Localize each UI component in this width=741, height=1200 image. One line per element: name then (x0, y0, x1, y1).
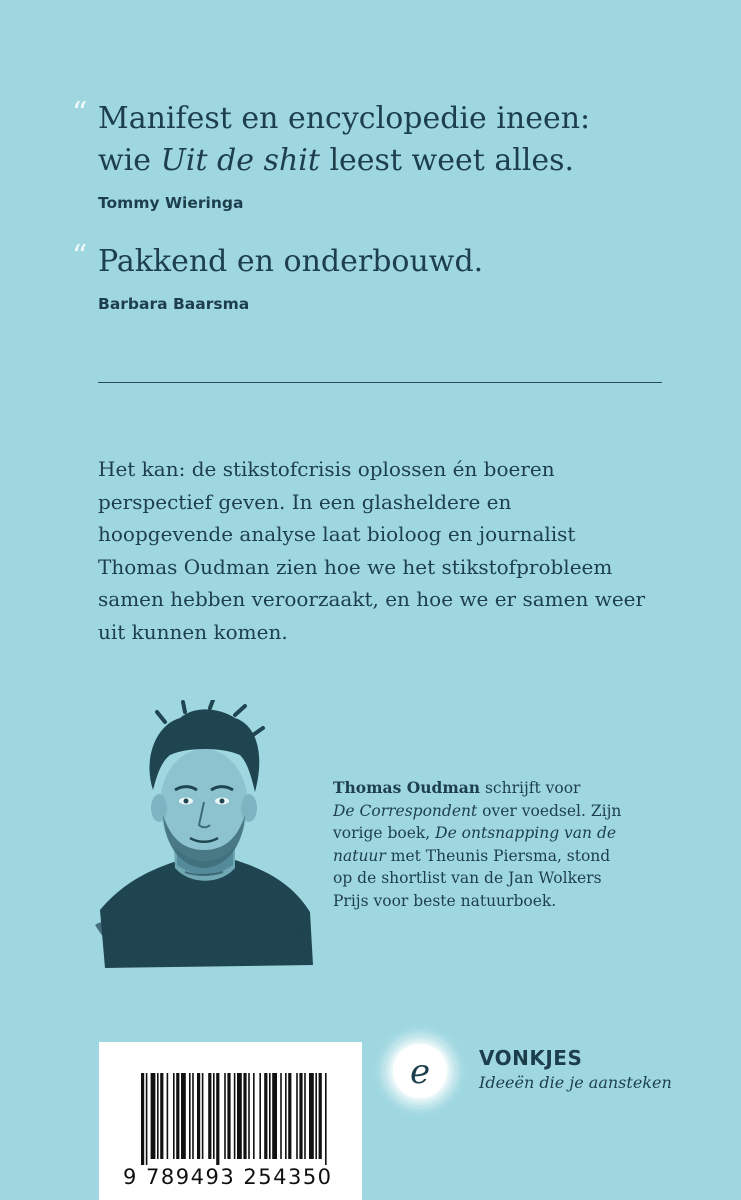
barcode-bar (157, 1073, 159, 1159)
bio-text: over voedsel. Zijn (477, 801, 622, 820)
blurb-line: samen hebben veroorzaakt, en hoe we er samen weer (98, 587, 646, 611)
author-name: Thomas Oudman (333, 778, 481, 797)
barcode-bar (197, 1073, 200, 1159)
bio-text: vorige boek, (333, 824, 436, 842)
barcode-bar (146, 1073, 148, 1165)
author-portrait (95, 700, 315, 970)
barcode-bar (325, 1073, 327, 1165)
barcode-bar (280, 1073, 282, 1159)
barcode-bar (181, 1073, 186, 1159)
barcode-bar (141, 1073, 144, 1165)
quote-2-text: Pakkend en onderbouwd. (98, 244, 484, 279)
bio-line: op de shortlist van de Jan Wolkers (333, 869, 602, 887)
book-blurb (98, 453, 678, 648)
publisher-name: VONKJES (479, 1046, 583, 1070)
bio-line (333, 800, 663, 823)
bio-book-title: natuur (333, 846, 386, 865)
quote-1-author: Tommy Wieringa (98, 194, 244, 212)
bio-line (333, 845, 663, 868)
barcode-bar (309, 1073, 314, 1159)
barcode-bar (216, 1073, 219, 1165)
bio-line (333, 822, 663, 845)
bio-text: met Theunis Piersma, stond (385, 846, 611, 865)
quote-1-line-2-start: wie (98, 143, 161, 178)
barcode-bar (285, 1073, 287, 1159)
quote-2 (72, 239, 484, 313)
barcode-bar (202, 1073, 204, 1159)
bio-text: schrijft voor (480, 779, 581, 797)
barcode-bar (237, 1073, 242, 1159)
blurb-line: perspectief geven. In een glasheldere en (98, 489, 512, 514)
quote-1-line-2-end: leest weet alles. (319, 143, 575, 178)
barcode-bar (224, 1073, 226, 1159)
barcode-bar (151, 1073, 156, 1159)
bio-publication: De Correspondent (333, 801, 478, 820)
barcode-bar (253, 1073, 255, 1159)
barcode-bar (264, 1073, 267, 1159)
barcode-bar (296, 1073, 298, 1159)
blurb-line: Het kan: de stikstofcrisis oplossen én boeren (98, 457, 555, 481)
blurb-line: hoopgevende analyse laat bioloog en journalist (98, 522, 576, 546)
barcode-bar (167, 1073, 169, 1159)
divider-line (98, 382, 662, 383)
bio-book-title: De ontsnapping van de (435, 824, 617, 842)
barcode-bar (319, 1073, 322, 1159)
quote-1-line-1: Manifest en encyclopedie ineen: (98, 101, 591, 136)
quote-1 (72, 96, 591, 212)
barcode-bar (160, 1073, 163, 1159)
barcode-bar (272, 1073, 277, 1159)
bio-line (333, 777, 663, 800)
barcode-bar (176, 1073, 179, 1159)
barcode-bar (213, 1073, 215, 1159)
barcode-bar (288, 1073, 291, 1159)
barcode-bar (269, 1073, 271, 1159)
author-bio (333, 777, 663, 912)
barcode-bar (299, 1073, 302, 1159)
quote-mark-icon: “ (72, 239, 88, 274)
quote-1-line-2 (98, 140, 590, 182)
isbn-number: 9 789493 254350 (123, 1165, 333, 1189)
barcode-bar (189, 1073, 191, 1159)
blurb-line: uit kunnen komen. (98, 619, 288, 644)
barcode-bar (234, 1073, 236, 1159)
barcode-bar (243, 1073, 246, 1159)
barcode-bar (315, 1073, 317, 1159)
quote-1-text (98, 98, 590, 182)
quote-1-book-title: Uit de shit (160, 143, 320, 178)
quote-mark-icon: “ (72, 96, 88, 131)
barcode-bar (304, 1073, 306, 1159)
bio-line: Prijs voor beste natuurboek. (333, 891, 557, 910)
barcode-bar (259, 1073, 261, 1159)
blurb-line: Thomas Oudman zien hoe we het stikstofprobleem (98, 554, 613, 579)
barcode-bar (173, 1073, 175, 1159)
logo-letter: e (409, 1052, 431, 1092)
barcode-bar (192, 1073, 194, 1159)
publisher-logo-icon (372, 1023, 468, 1119)
barcode (141, 1073, 331, 1165)
barcode-panel (99, 1042, 362, 1200)
publisher-tagline: Ideeën die je aansteken (479, 1073, 672, 1092)
barcode-bar (208, 1073, 211, 1159)
quote-2-author: Barbara Baarsma (98, 295, 250, 313)
barcode-bar (227, 1073, 230, 1159)
barcode-bar (248, 1073, 250, 1159)
